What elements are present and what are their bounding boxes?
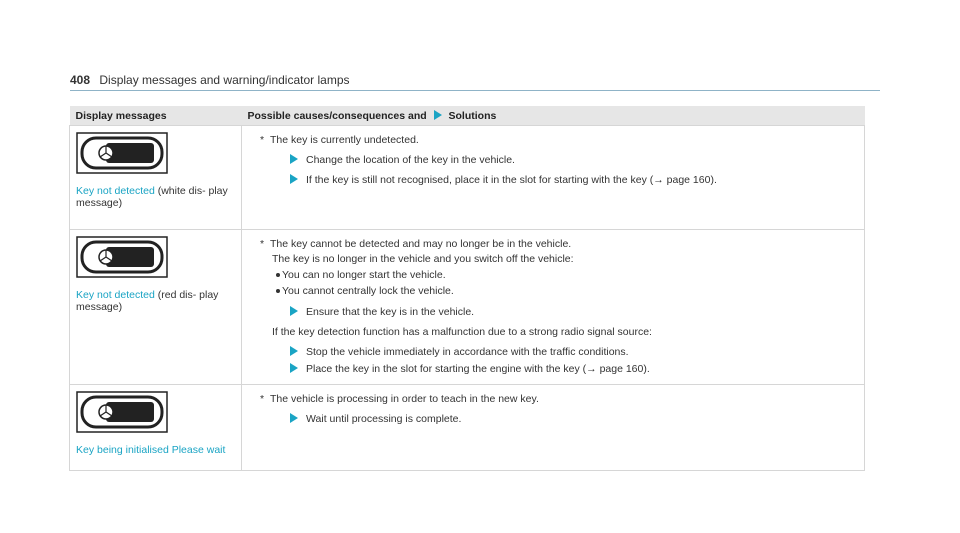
cause-text: The key cannot be detected and may no longer be in the vehicle. (270, 238, 572, 250)
table-header-row (70, 106, 865, 126)
message-note: (white dis- play message) (76, 185, 228, 209)
cause: * The vehicle is processing in order to teach in the new key. (260, 393, 539, 405)
cause-detail: The key is no longer in the vehicle and you switch off the vehicle: (272, 253, 574, 265)
key-display-icon (76, 236, 168, 278)
page-header (70, 73, 350, 87)
table-row (70, 230, 865, 385)
key-display-icon (76, 391, 168, 433)
message-label (76, 185, 236, 209)
solution-cell (242, 126, 865, 230)
message-label (76, 444, 236, 456)
solution-step: Stop the vehicle immediately in accordance with the traffic conditions. (260, 346, 858, 358)
cause-text: The key is currently undetected. (270, 134, 419, 146)
cause: * The key is currently undetected. (260, 134, 419, 146)
message-text: Key not detected (76, 185, 155, 197)
table-row (70, 385, 865, 471)
header-rule (70, 90, 880, 91)
col-header-display-messages: Display messages (70, 106, 242, 126)
play-arrow-icon (290, 363, 298, 373)
solution-cell (242, 385, 865, 471)
solution-step: Wait until processing is complete. (260, 413, 858, 425)
message-cell (70, 230, 242, 385)
solution-step: Change the location of the key in the vehicle. (260, 154, 858, 166)
col-header-solutions-text: Solutions (448, 109, 497, 122)
list-item: You cannot centrally lock the vehicle. (260, 285, 858, 297)
list-item: You can no longer start the vehicle. (260, 269, 858, 281)
page-title: Display messages and warning/indicator lamps (99, 73, 350, 87)
col-header-causes (242, 106, 865, 126)
play-arrow-icon (290, 174, 298, 184)
play-arrow-icon (290, 346, 298, 356)
display-messages-table (69, 106, 865, 471)
key-display-icon (76, 132, 168, 174)
message-cell (70, 385, 242, 471)
message-text: Key not detected (76, 289, 155, 301)
play-arrow-icon (290, 413, 298, 423)
message-note: (red dis- play message) (76, 289, 219, 313)
table-row (70, 126, 865, 230)
message-cell (70, 126, 242, 230)
message-label (76, 289, 236, 313)
col-header-causes-text: Possible causes/consequences and (247, 109, 427, 122)
page-number: 408 (70, 73, 91, 87)
message-text: Key being initialised Please wait (76, 444, 226, 456)
play-arrow-icon (290, 306, 298, 316)
solution-step: If the key is still not recognised, place it in the slot for starting with the key (→ page 160). (260, 174, 858, 186)
cause: * The key cannot be detected and may no longer be in the vehicle. (260, 238, 572, 250)
solution-cell (242, 230, 865, 385)
extra-condition: If the key detection function has a malfunction due to a strong radio signal source: (272, 326, 652, 338)
solution-step: Place the key in the slot for starting the engine with the key (→ page 160). (260, 363, 858, 375)
solution-step: Ensure that the key is in the vehicle. (260, 306, 858, 318)
cause-text: The vehicle is processing in order to teach in the new key. (270, 393, 539, 405)
play-arrow-icon (434, 110, 442, 120)
play-arrow-icon (290, 154, 298, 164)
